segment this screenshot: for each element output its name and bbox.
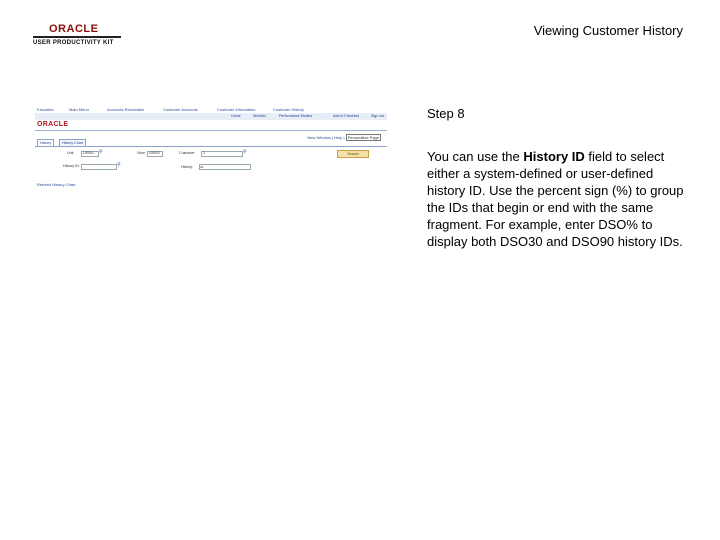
thumb-tab-history-chart: History Chart [59,139,86,147]
thumb-nav-ar: Accounts Receivable [107,107,145,112]
thumb-history-id-lookup-icon: ⚲ [117,162,121,168]
thumb-refresh-chart-link: Refresh History Chart [37,182,76,187]
thumb-link-help: Help [334,135,343,140]
thumb-history-id-label: History ID: [63,164,80,168]
thumb-nav-accounts: Customer Accounts [163,107,198,112]
thumb-history-id-input [81,164,117,170]
thumb-toolbar [35,113,387,120]
description-field-name: History ID [523,149,585,164]
thumb-link-new-window: New Window [307,135,331,140]
thumb-history-label: History: [181,165,194,169]
thumb-search-button: Search [337,150,369,158]
step-label: Step 8 [427,106,465,121]
thumb-history-value: All [200,165,204,169]
thumb-nav-history: Customer History [273,107,304,112]
page-title: Viewing Customer History [533,23,683,38]
thumb-customer-lookup-icon: ⚲ [243,149,247,155]
thumb-toolbar-favorites: Add to Favorites [333,114,360,118]
thumb-history-select [199,164,251,170]
description-suffix: field to select either a system-defined or user-defined history ID. Use the percent sign (%) to group the IDs that begin or end with the same fragment. For example, enter DSO% to display both DSO30 and DSO90 history IDs. [427,149,684,249]
step-description [427,148,689,250]
thumb-unit-label: Unit: [67,151,75,155]
logo-company: ORACLE [49,23,99,35]
thumb-tab-line [35,146,387,147]
thumb-tab-history: History [37,139,54,147]
thumb-view-label: View: [137,151,146,155]
thumb-nav-main-menu: Main Menu [69,107,89,112]
thumb-customer-label: Customer: [179,151,196,155]
screenshot-thumbnail [35,106,387,190]
description-prefix: You can use the [427,149,524,164]
logo-product: USER PRODUCTIVITY KIT [33,40,114,46]
thumb-toolbar-home: Home [231,114,241,118]
oracle-upk-logo [33,24,125,48]
thumb-toolbar-worklist: Worklist [253,114,266,118]
thumb-view-input [147,151,163,157]
thumb-nav-favorites: Favorites [37,107,54,112]
thumb-customer-value: 1 [203,151,205,155]
thumb-links: New Window | Help | Personalize Page [307,135,379,140]
thumb-link-personalize: Personalize Page [347,135,379,140]
thumb-customer-input [201,151,243,157]
logo-rule [33,36,121,38]
thumb-brand: ORACLE [37,121,69,128]
thumb-nav-bar [35,106,387,113]
thumb-nav-info: Customer Information [217,107,256,112]
thumb-unit-value: US001 [83,151,94,155]
thumb-view-value: US001 [149,151,160,155]
thumb-toolbar-monitor: Performance Monitor [279,114,313,118]
thumb-unit-lookup-icon: ⚲ [99,149,103,155]
thumb-toolbar-signout: Sign out [371,114,385,118]
thumb-separator [35,130,387,131]
thumb-unit-input [81,151,99,157]
